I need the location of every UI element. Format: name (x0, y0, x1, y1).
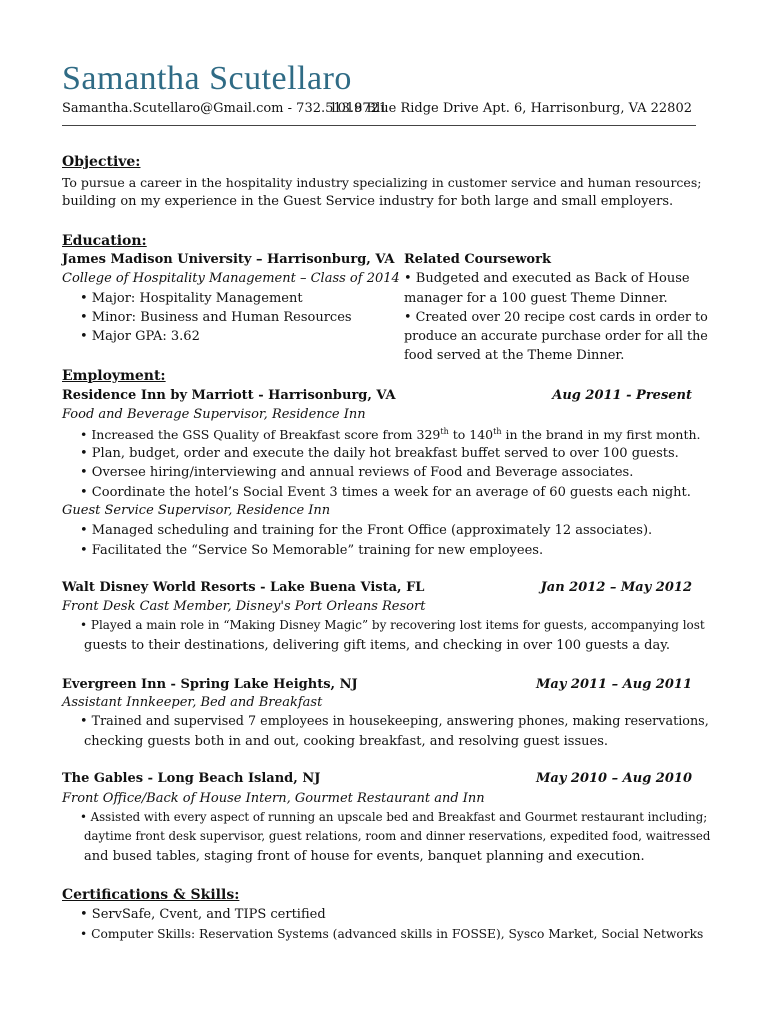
employer-name: Walt Disney World Resorts - Lake Buena Vista, FL (62, 580, 425, 595)
employment-dates: May 2011 – Aug 2011 (536, 677, 692, 692)
job-bullet: • Coordinate the hotel’s Social Event 3 times a week for an average of 60 guests each night. (80, 485, 691, 500)
job-bullet: • Facilitated the “Service So Memorable” training for new employees. (80, 543, 544, 558)
candidate-name: Samantha Scutellaro (62, 60, 352, 97)
job-title: Assistant Innkeeper, Bed and Breakfast (62, 695, 323, 710)
employment-dates: Jan 2012 – May 2012 (540, 580, 692, 595)
job-bullet: • Assisted with every aspect of running an upscale bed and Breakfast and Gourmet restaurant including; (80, 810, 708, 824)
coursework-line: food served at the Theme Dinner. (404, 348, 625, 363)
job-bullet-continued: guests to their destinations, delivering gift items, and checking in over 100 guests a day. (84, 638, 671, 653)
job-title: Guest Service Supervisor, Residence Inn (62, 503, 331, 518)
address: 1018 Blue Ridge Drive Apt. 6, Harrisonburg, VA 22802 (329, 101, 692, 116)
employer-name: The Gables - Long Beach Island, NJ (62, 771, 321, 786)
job-bullet-continued: daytime front desk supervisor, guest relations, room and dinner reservations, expedited food, waitressed (84, 829, 711, 843)
certifications-heading: Certifications & Skills: (62, 887, 240, 903)
contact-line (62, 101, 698, 116)
job-bullet: • Played a main role in “Making Disney Magic” by recovering lost items for guests, accompanying lost (80, 618, 705, 632)
certification-bullet: • Computer Skills: Reservation Systems (advanced skills in FOSSE), Sysco Market, Social Networks (80, 927, 704, 941)
employer-name: Evergreen Inn - Spring Lake Heights, NJ (62, 677, 358, 692)
job-bullet: • Oversee hiring/interviewing and annual reviews of Food and Beverage associates. (80, 465, 634, 480)
job-bullet-continued: and bused tables, staging front of house for events, banquet planning and execution. (84, 849, 645, 864)
coursework-heading: Related Coursework (404, 252, 551, 267)
job-bullet: • Increased the GSS Quality of Breakfast score from 329th to 140th in the brand in my first month. (80, 427, 701, 443)
objective-heading: Objective: (62, 154, 141, 170)
education-bullet: • Minor: Business and Human Resources (80, 310, 352, 325)
job-bullet: • Plan, budget, order and execute the daily hot breakfast buffet served to over 100 guests. (80, 446, 679, 461)
employment-dates: May 2010 – Aug 2010 (536, 771, 692, 786)
objective-line: building on my experience in the Guest Service industry for both large and small employers. (62, 194, 674, 209)
job-bullet-continued: checking guests both in and out, cooking breakfast, and resolving guest issues. (84, 734, 609, 749)
employer-name: Residence Inn by Marriott - Harrisonburg, VA (62, 388, 396, 403)
job-bullet: • Trained and supervised 7 employees in housekeeping, answering phones, making reservations, (80, 714, 709, 729)
coursework-line: • Created over 20 recipe cost cards in order to (404, 310, 708, 325)
coursework-line: • Budgeted and executed as Back of House (404, 271, 690, 286)
education-bullet: • Major: Hospitality Management (80, 291, 303, 306)
employment-heading: Employment: (62, 368, 166, 384)
job-bullet: • Managed scheduling and training for the Front Office (approximately 12 associates). (80, 523, 653, 538)
education-bullet: • Major GPA: 3.62 (80, 329, 200, 344)
certification-bullet: • ServSafe, Cvent, and TIPS certified (80, 907, 326, 922)
education-heading: Education: (62, 233, 147, 249)
coursework-line: manager for a 100 guest Theme Dinner. (404, 291, 668, 306)
college-name: College of Hospitality Management – Class of 2014 (62, 271, 400, 286)
header-divider (62, 125, 696, 126)
job-title: Front Office/Back of House Intern, Gourmet Restaurant and Inn (62, 791, 485, 806)
school-name: James Madison University – Harrisonburg, VA (62, 252, 395, 267)
job-title: Food and Beverage Supervisor, Residence Inn (62, 407, 366, 422)
employment-dates: Aug 2011 - Present (552, 388, 692, 403)
coursework-line: produce an accurate purchase order for all the (404, 329, 708, 344)
email-phone: Samantha.Scutellaro@Gmail.com - 732.513.9721 (62, 101, 388, 116)
job-title: Front Desk Cast Member, Disney's Port Orleans Resort (62, 599, 426, 614)
objective-line: To pursue a career in the hospitality industry specializing in customer service and human resources; (62, 175, 702, 190)
